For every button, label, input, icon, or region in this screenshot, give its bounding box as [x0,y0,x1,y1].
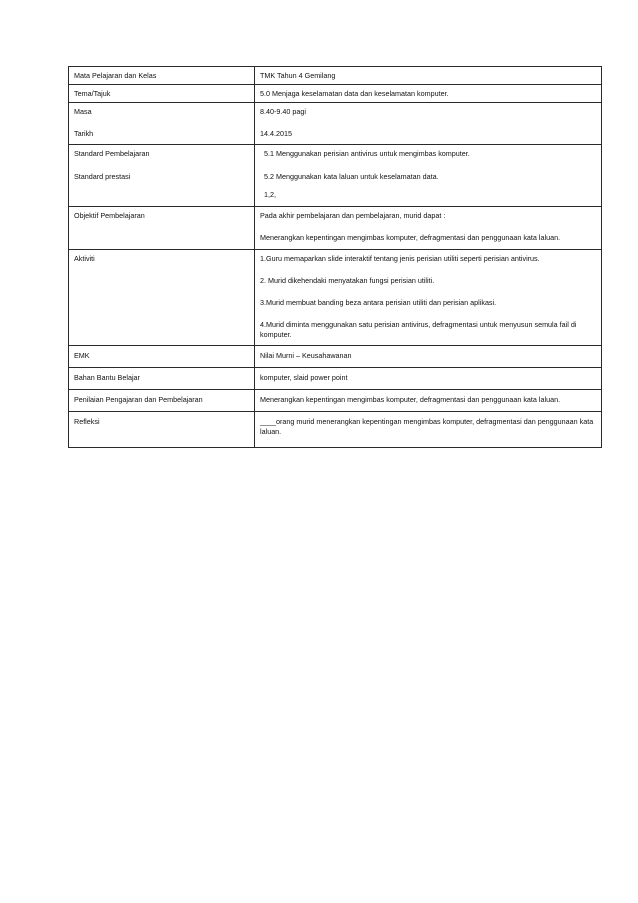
reflection-value-cell [255,412,602,448]
table-row-reflection [69,412,602,448]
time-label: Masa [74,107,92,116]
materials-value: komputer, slaid power point [260,373,348,382]
assessment-value: Menerangkan kepentingan mengimbas komputer, defragmentasi dan penggunaan kata laluan. [260,395,561,404]
activities-label-cell [69,250,255,346]
activities-value-cell [255,250,602,346]
performance-standard-value: 1,2, [264,190,276,199]
objective-label: Objektif Pembelajaran [74,211,145,220]
assessment-label: Penilaian Pengajaran dan Pembelajaran [74,395,203,404]
theme-value: 5.0 Menjaga keselamatan data dan keselamatan komputer. [260,89,449,98]
learning-standard-2: 5.2 Menggunakan kata laluan untuk keselamatan data. [264,172,439,181]
objective-label-cell [69,207,255,250]
activities-label: Aktiviti [74,254,95,263]
time-date-label-cell [69,103,255,145]
subject-label: Mata Pelajaran dan Kelas [74,71,157,80]
standards-label-cell [69,145,255,207]
emk-value: Nilai Murni – Keusahawanan [260,351,352,360]
performance-standard-label: Standard prestasi [74,172,131,181]
table-row-activities [69,250,602,346]
activity-item-3: 3.Murid membuat banding beza antara perisian utiliti dan perisian aplikasi. [260,298,497,307]
theme-value-cell [255,85,602,103]
assessment-label-cell [69,390,255,412]
table-row-time-date [69,103,602,145]
table-row-standards [69,145,602,207]
theme-label: Tema/Tajuk [74,89,111,98]
assessment-value-cell [255,390,602,412]
learning-standard-1: 5.1 Menggunakan perisian antivirus untuk mengimbas komputer. [264,149,470,158]
table-row-theme [69,85,602,103]
lesson-plan-table [68,66,602,448]
activity-item-2: 2. Murid dikehendaki menyatakan fungsi perisian utiliti. [260,276,435,285]
emk-value-cell [255,346,602,368]
objective-intro: Pada akhir pembelajaran dan pembelajaran, murid dapat : [260,211,446,220]
activity-item-1: 1.Guru memaparkan slide interaktif tentang jenis perisian utiliti seperti perisian antivirus. [260,254,540,263]
subject-value: TMK Tahun 4 Gemilang [260,71,336,80]
learning-standard-label: Standard Pembelajaran [74,149,150,158]
reflection-label: Refleksi [74,417,100,426]
subject-label-cell [69,67,255,85]
emk-label-cell [69,346,255,368]
subject-value-cell [255,67,602,85]
table-row-emk [69,346,602,368]
table-row-subject [69,67,602,85]
table-row-assessment [69,390,602,412]
materials-label: Bahan Bantu Belajar [74,373,140,382]
materials-label-cell [69,368,255,390]
materials-value-cell [255,368,602,390]
table-row-materials [69,368,602,390]
reflection-value: ____orang murid menerangkan kepentingan mengimbas komputer, defragmentasi dan penggunaan kata laluan. [260,417,594,436]
objective-text: Menerangkan kepentingan mengimbas komputer, defragmentasi dan penggunaan kata laluan. [260,233,561,242]
time-value: 8.40-9.40 pagi [260,107,306,116]
objective-value-cell [255,207,602,250]
emk-label: EMK [74,351,90,360]
standards-value-cell [255,145,602,207]
time-date-value-cell [255,103,602,145]
date-value: 14.4.2015 [260,129,292,138]
reflection-label-cell [69,412,255,448]
date-label: Tarikh [74,129,94,138]
table-row-objective [69,207,602,250]
activity-item-4: 4.Murid diminta menggunakan satu perisian antivirus, defragmentasi untuk menyusun semula fail di komputer. [260,320,577,339]
theme-label-cell [69,85,255,103]
